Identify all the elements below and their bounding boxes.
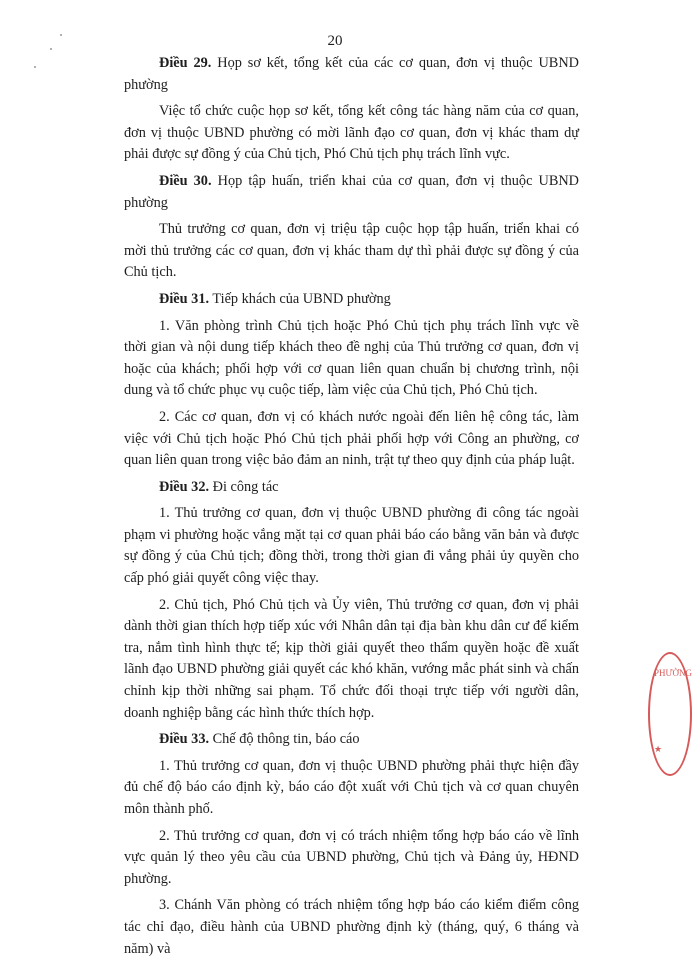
article-title: Đi công tác <box>212 478 279 495</box>
article-number: Điều 31. <box>159 290 210 307</box>
article-number: Điều 33. <box>159 731 210 748</box>
official-seal-stamp <box>648 652 692 776</box>
article-title: Chế độ thông tin, báo cáo <box>212 731 360 748</box>
page-number: 20 <box>327 33 343 49</box>
scan-speck <box>34 66 36 68</box>
article-number: Điều 30. <box>159 172 212 189</box>
article-29-paragraph-1: Việc tổ chức cuộc họp sơ kết, tổng kết công tác hàng năm của cơ quan, đơn vị thuộc UBND phường có mời lãnh đạo cơ quan, đơn vị khác tham dự phải được sự đồng ý của Chủ tịch, Phó Chủ tịch phụ trách lĩnh vực. <box>124 103 579 163</box>
article-33-heading <box>124 729 579 751</box>
article-33-paragraph-3: 3. Chánh Văn phòng có trách nhiệm tổng hợp báo cáo kiểm điểm công tác chỉ đạo, điều hành của UBND phường định kỳ (tháng, quý, 6 tháng và năm) và <box>124 897 579 957</box>
article-number: Điều 29. <box>159 55 212 71</box>
article-32-paragraph-1: 1. Thủ trưởng cơ quan, đơn vị thuộc UBND phường đi công tác ngoài phạm vi phường hoặc vắng mặt tại cơ quan phải báo cáo bằng văn bản và được sự đồng ý của Chủ tịch; đồng thời, trong thời gian đi vắng phải ủy quyền cho cấp phó giải quyết công việc thay. <box>124 505 579 587</box>
article-number: Điều 32. <box>159 478 210 495</box>
article-30-paragraph-1: Thủ trưởng cơ quan, đơn vị triệu tập cuộc họp tập huấn, triển khai có mời thủ trưởng các cơ quan, đơn vị khác tham dự thì phải được sự đồng ý của Chủ tịch. <box>124 221 579 281</box>
article-31-paragraph-1: 1. Văn phòng trình Chủ tịch hoặc Phó Chủ tịch phụ trách lĩnh vực về thời gian và nội dung tiếp khách theo đề nghị của Thủ trưởng cơ quan, đơn vị hoặc của khách; phối hợp với cơ quan liên quan chuẩn bị chương trình, nội dung và tổ chức phục vụ cuộc tiếp, làm việc của Chủ tịch, Phó Chủ tịch. <box>124 317 579 399</box>
article-33-paragraph-2: 2. Thủ trưởng cơ quan, đơn vị có trách nhiệm tổng hợp báo cáo về lĩnh vực quản lý theo yêu cầu của UBND phường, Chủ tịch và Đảng ủy, HĐND phường. <box>124 827 579 887</box>
stamp-text: PHƯỜNG <box>654 668 692 678</box>
article-29-heading <box>124 53 579 96</box>
stamp-mark: ★ <box>654 744 663 754</box>
article-32-paragraph-2: 2. Chủ tịch, Phó Chủ tịch và Ủy viên, Thủ trưởng cơ quan, đơn vị phải dành thời gian thích hợp tiếp xúc với Nhân dân tại địa bàn khu dân cư để kiểm tra, nắm tình hình thực tế; kịp thời giải quyết theo thẩm quyền hoặc đề xuất lãnh đạo UBND phường giải quyết các khó khăn, vướng mắc phát sinh và chấn chỉnh kịp thời những sai phạm. Tổ chức đối thoại trực tiếp với người dân, doanh nghiệp bằng các hình thức thích hợp. <box>124 596 579 721</box>
article-title: Họp tập huấn, triển khai của cơ quan, đơn vị thuộc UBND phường <box>124 172 580 211</box>
article-31-heading <box>124 289 579 311</box>
article-32-heading <box>124 477 579 499</box>
article-title: Tiếp khách của UBND phường <box>212 290 391 307</box>
article-30-heading <box>124 171 579 214</box>
article-33-paragraph-1: 1. Thủ trưởng cơ quan, đơn vị thuộc UBND phường phải thực hiện đầy đủ chế độ báo cáo định kỳ, báo cáo đột xuất với Chủ tịch và cơ quan chuyên môn thành phố. <box>124 757 579 817</box>
document-body <box>124 53 579 965</box>
article-31-paragraph-2: 2. Các cơ quan, đơn vị có khách nước ngoài đến liên hệ công tác, làm việc với Chủ tịch hoặc Phó Chủ tịch phải phối hợp với Công an phường, cơ quan liên quan trong việc bảo đảm an ninh, trật tự theo quy định của pháp luật. <box>124 408 579 469</box>
article-title: Họp sơ kết, tổng kết của các cơ quan, đơn vị thuộc UBND phường <box>124 55 579 93</box>
scan-speck <box>50 48 52 50</box>
scan-speck <box>60 34 62 36</box>
